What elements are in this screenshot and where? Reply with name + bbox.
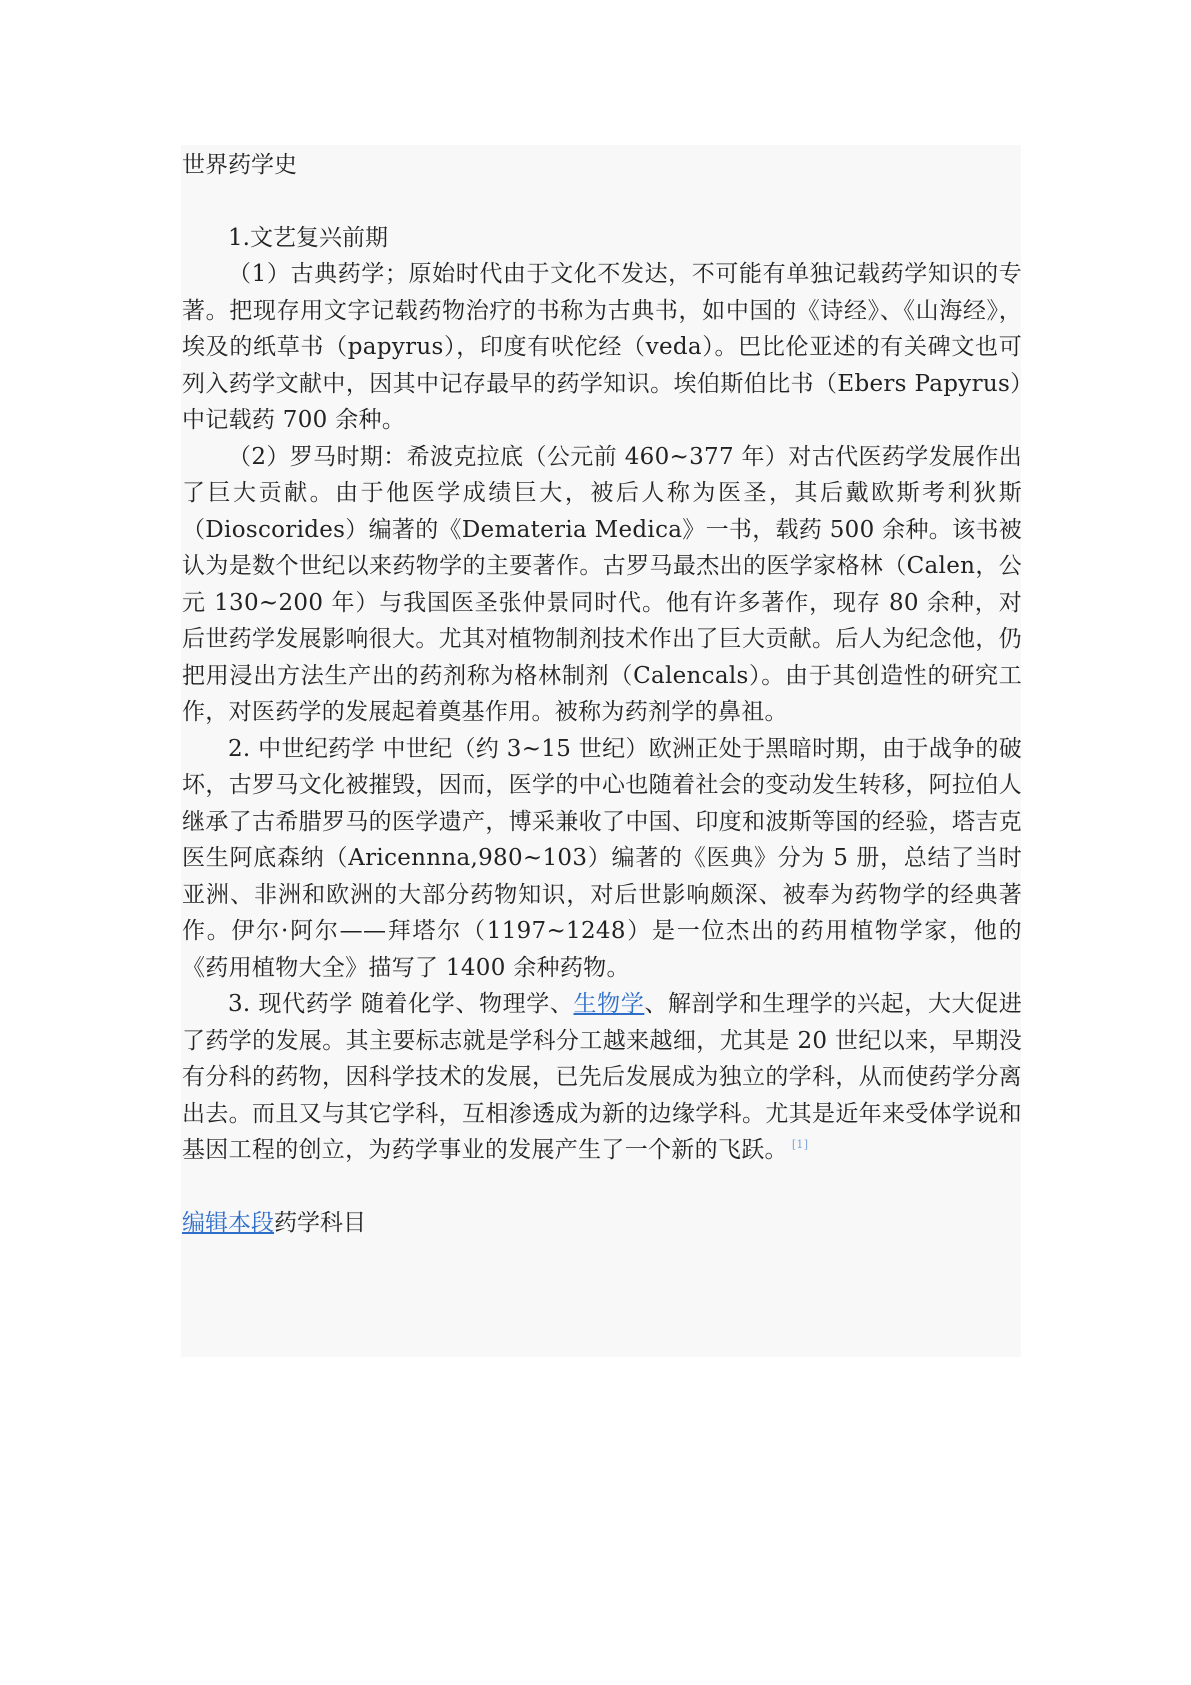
citation-link[interactable]: [1] — [791, 1138, 809, 1152]
article-body — [182, 147, 1022, 1241]
paragraph-classical-pharmacy: （1）古典药学；原始时代由于文化不发达，不可能有单独记载药学知识的专著。把现存用文字记载药物治疗的书称为古典书，如中国的《诗经》、《山海经》，埃及的纸草书（papyrus），印度有吠佗经（veda）。巴比伦亚述的有关碑文也可列入药学文献中，因其中记存最早的药学知识。埃伯斯伯比书（Ebers Papyrus）中记载药 700 余种。 — [182, 261, 1022, 433]
paragraph-medieval-pharmacy: 2. 中世纪药学 中世纪（约 3~15 世纪）欧洲正处于黑暗时期，由于战争的破坏，古罗马文化被摧毁，因而，医学的中心也随着社会的变动发生转移，阿拉伯人继承了古希腊罗马的医学遗产，博采兼收了中国、印度和波斯等国的经验，塔吉克医生阿底森纳（Aricennna,980~103）编著的《医典》分为 5 册，总结了当时亚洲、非洲和欧洲的大部分药物知识，对后世影响颇深、被奉为药物学的经典著作。伊尔·阿尔——拜塔尔（1197~1248）是一位杰出的药用植物学家，他的《药用植物大全》描写了 1400 余种药物。 — [182, 735, 1022, 981]
edit-section-link[interactable]: 编辑本段 — [182, 1209, 274, 1236]
section-title: 药学科目 — [274, 1209, 366, 1236]
section-heading-renaissance: 1.文艺复兴前期 — [228, 224, 388, 251]
biology-link[interactable]: 生物学 — [573, 991, 645, 1017]
paragraph-modern-text-after: 、解剖学和生理学的兴起，大大促进了药学的发展。其主要标志就是学科分工越来越细，尤其是 20 世纪以来，早期没有分科的药物，因科学技术的发展，已先后发展成为独立的学科，从而使药学分离出去。而且又与其它学科，互相渗透成为新的边缘学科。尤其是近年来受体学说和基因工程的创立，为药学事业的发展产生了一个新的飞跃。 — [182, 991, 1022, 1163]
paragraph-modern-text-before: 3. 现代药学 随着化学、物理学、 — [228, 991, 574, 1017]
paragraph-roman-period: （2）罗马时期：希波克拉底（公元前 460~377 年）对古代医药学发展作出了巨大贡献。由于他医学成绩巨大，被后人称为医圣，其后戴欧斯考利狄斯（Dioscorides）编著的《Demateria Medica》一书，载药 500 余种。该书被认为是数个世纪以来药物学的主要著作。古罗马最杰出的医学家格林（Calen，公元 130~200 年）与我国医圣张仲景同时代。他有许多著作，现存 80 余种，对后世药学发展影响很大。尤其对植物制剂技术作出了巨大贡献。后人为纪念他，仍把用浸出方法生产出的药剂称为格林制剂（Calencals）。由于其创造性的研究工作，对医药学的发展起着奠基作用。被称为药剂学的鼻祖。 — [182, 443, 1022, 725]
page-title: 世界药学史 — [182, 152, 297, 178]
section-heading-pharmacy-subjects — [182, 1205, 1022, 1242]
paragraph-modern-pharmacy — [182, 986, 1022, 1169]
